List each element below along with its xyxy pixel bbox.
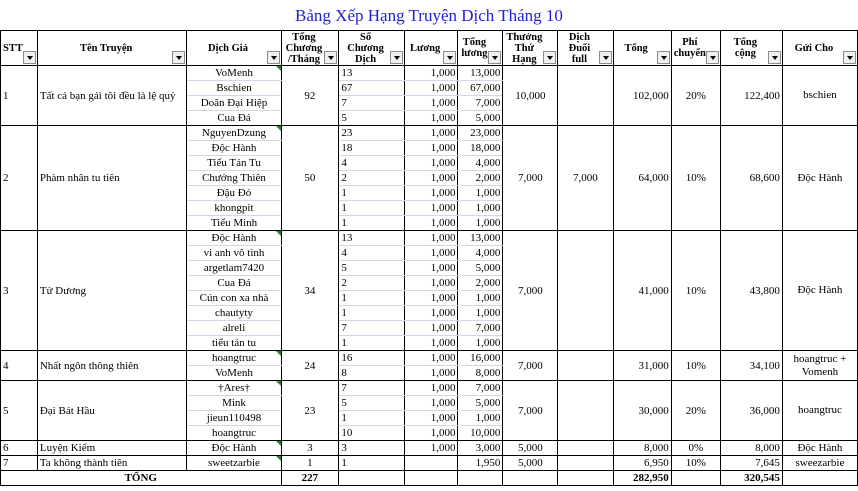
rate-cell[interactable]: 1,000 xyxy=(404,321,458,336)
stt-cell[interactable]: 1 xyxy=(1,66,38,126)
translator-cell[interactable] xyxy=(187,291,281,306)
salary-cell[interactable]: 1,000 xyxy=(458,186,503,201)
send-to-cell[interactable]: Độc Hành xyxy=(782,441,857,456)
filter-dropdown-icon[interactable] xyxy=(706,51,719,64)
comment-marker-icon xyxy=(276,231,281,236)
grand-total-cell[interactable]: 8,000 xyxy=(720,441,782,456)
translator-name: NguyenDzung xyxy=(201,127,267,139)
total-sum[interactable]: 282,950 xyxy=(613,471,671,486)
catchup-cell[interactable] xyxy=(558,231,613,351)
rate-cell[interactable]: 1,000 xyxy=(404,126,458,141)
chapters-cell[interactable]: 7 xyxy=(339,321,404,336)
translator-name: Cún con xa nhà xyxy=(199,292,269,304)
chapters-cell[interactable]: 2 xyxy=(339,276,404,291)
chapters-cell[interactable]: 5 xyxy=(339,261,404,276)
header-label-stt: STT xyxy=(3,42,23,54)
filter-dropdown-icon[interactable] xyxy=(267,51,280,64)
translator-cell[interactable] xyxy=(187,351,281,366)
rate-cell[interactable]: 1,000 xyxy=(404,261,458,276)
translator-cell[interactable] xyxy=(187,111,281,126)
header-tongcong xyxy=(720,31,782,66)
send-to-cell[interactable]: bschien xyxy=(782,66,857,126)
salary-cell[interactable]: 5,000 xyxy=(458,396,503,411)
rate-cell[interactable]: 1,000 xyxy=(404,171,458,186)
chapters-cell[interactable]: 3 xyxy=(339,441,404,456)
total-chapters-cell[interactable]: 3 xyxy=(281,441,339,456)
filter-dropdown-icon[interactable] xyxy=(768,51,781,64)
comment-marker-icon xyxy=(276,456,281,461)
chapters-cell[interactable]: 10 xyxy=(339,426,404,441)
chapters-cell[interactable]: 67 xyxy=(339,81,404,96)
send-to-cell[interactable]: hoangtruc xyxy=(782,381,857,441)
total-label[interactable]: TỔNG xyxy=(1,471,282,486)
translator-name: VoMenh xyxy=(215,67,253,79)
header-label-tongchuong: Tổng Chương /Tháng xyxy=(285,31,323,65)
filter-dropdown-icon[interactable] xyxy=(23,51,36,64)
chapters-cell[interactable]: 2 xyxy=(339,171,404,186)
rate-cell[interactable]: 1,000 xyxy=(404,306,458,321)
fee-cell[interactable]: 10% xyxy=(671,231,720,351)
bonus-cell[interactable]: 7,000 xyxy=(503,231,558,351)
salary-cell[interactable]: 1,000 xyxy=(458,306,503,321)
rate-cell[interactable]: 1,000 xyxy=(404,396,458,411)
rate-cell[interactable]: 1,000 xyxy=(404,231,458,246)
header-label-dichgia: Dịch Giả xyxy=(208,42,248,54)
salary-cell[interactable]: 1,000 xyxy=(458,411,503,426)
header-label-gui: Gửi Cho xyxy=(794,42,834,54)
rate-cell[interactable]: 1,000 xyxy=(404,111,458,126)
header-thuong xyxy=(503,31,558,66)
empty-cell[interactable] xyxy=(503,471,558,486)
rate-cell[interactable]: 1,000 xyxy=(404,216,458,231)
chapters-cell[interactable]: 1 xyxy=(339,216,404,231)
catchup-cell[interactable] xyxy=(558,66,613,126)
rate-cell[interactable]: 1,000 xyxy=(404,441,458,456)
salary-cell[interactable]: 67,000 xyxy=(458,81,503,96)
translator-name: Tiểu Tán Tu xyxy=(207,157,261,169)
rate-cell[interactable]: 1,000 xyxy=(404,81,458,96)
salary-cell[interactable]: 5,000 xyxy=(458,261,503,276)
translator-cell[interactable] xyxy=(187,336,281,351)
translator-name: Độc Hành xyxy=(211,142,257,154)
filter-dropdown-icon[interactable] xyxy=(324,51,337,64)
translator-name: Độc Hành xyxy=(211,442,257,454)
header-label-thuong: Thưởng Thứ Hạng xyxy=(506,31,543,65)
total-chapters-cell[interactable]: 24 xyxy=(281,351,339,381)
translator-name: sweetzarbie xyxy=(208,457,260,469)
total-row xyxy=(1,471,858,486)
fee-cell[interactable]: 0% xyxy=(671,441,720,456)
translator-name: chautyty xyxy=(215,307,253,319)
header-phi xyxy=(671,31,720,66)
rate-cell[interactable]: 1,000 xyxy=(404,336,458,351)
salary-cell[interactable]: 7,000 xyxy=(458,96,503,111)
empty-cell[interactable] xyxy=(782,471,857,486)
salary-cell[interactable]: 1,000 xyxy=(458,336,503,351)
story-name-cell[interactable]: Luyện Kiếm xyxy=(37,441,187,456)
table-row xyxy=(1,441,858,456)
translator-name: tiểu tán tu xyxy=(211,337,256,349)
chapters-cell[interactable]: 4 xyxy=(339,246,404,261)
translator-cell[interactable] xyxy=(187,276,281,291)
translator-cell[interactable] xyxy=(187,201,281,216)
translator-cell[interactable] xyxy=(187,396,281,411)
comment-marker-icon xyxy=(276,381,281,386)
translator-name: jieun110498 xyxy=(206,412,262,424)
chapters-cell[interactable]: 1 xyxy=(339,186,404,201)
rate-cell[interactable]: 1,000 xyxy=(404,156,458,171)
salary-cell[interactable]: 7,000 xyxy=(458,381,503,396)
salary-cell[interactable]: 4,000 xyxy=(458,156,503,171)
fee-cell[interactable]: 10% xyxy=(671,126,720,231)
salary-cell[interactable]: 1,000 xyxy=(458,291,503,306)
table-row xyxy=(1,231,858,246)
salary-cell[interactable]: 1,000 xyxy=(458,216,503,231)
comment-marker-icon xyxy=(276,66,281,71)
total-chapters-cell[interactable]: 1 xyxy=(281,456,339,471)
bonus-cell[interactable]: 5,000 xyxy=(503,456,558,471)
header-label-sochuong: Số Chương Dịch xyxy=(347,31,384,65)
translator-cell[interactable] xyxy=(187,456,281,471)
chapters-cell[interactable]: 4 xyxy=(339,156,404,171)
sum-cell[interactable]: 8,000 xyxy=(613,441,671,456)
chapters-cell[interactable]: 13 xyxy=(339,66,404,81)
header-duoi xyxy=(558,31,613,66)
chapters-cell[interactable]: 1 xyxy=(339,291,404,306)
header-tong xyxy=(613,31,671,66)
translator-name: Bschien xyxy=(216,82,252,94)
comment-marker-icon xyxy=(276,441,281,446)
sum-cell[interactable]: 64,000 xyxy=(613,126,671,231)
chapters-cell[interactable]: 1 xyxy=(339,456,404,471)
translator-cell[interactable] xyxy=(187,321,281,336)
salary-cell[interactable]: 10,000 xyxy=(458,426,503,441)
chapters-cell[interactable]: 1 xyxy=(339,411,404,426)
chapters-cell[interactable]: 8 xyxy=(339,366,404,381)
grand-total-cell[interactable]: 34,100 xyxy=(720,351,782,381)
table-row xyxy=(1,126,858,141)
translator-cell[interactable] xyxy=(187,216,281,231)
rate-cell[interactable] xyxy=(404,456,458,471)
salary-cell[interactable]: 23,000 xyxy=(458,126,503,141)
story-name-cell[interactable]: Ta không thành tiên xyxy=(37,456,187,471)
salary-cell[interactable]: 13,000 xyxy=(458,231,503,246)
translator-name: Mink xyxy=(222,397,246,409)
total-grand[interactable]: 320,545 xyxy=(720,471,782,486)
sum-cell[interactable]: 41,000 xyxy=(613,231,671,351)
translator-name: Cua Đá xyxy=(217,112,251,124)
rate-cell[interactable]: 1,000 xyxy=(404,351,458,366)
filter-dropdown-icon[interactable] xyxy=(543,51,556,64)
table-body xyxy=(1,66,858,486)
fee-cell[interactable]: 20% xyxy=(671,66,720,126)
bonus-cell[interactable]: 7,000 xyxy=(503,351,558,381)
translator-name: Đậu Đỏ xyxy=(216,187,252,199)
salary-cell[interactable]: 3,000 xyxy=(458,441,503,456)
translator-name: vi anh vô tình xyxy=(203,247,265,259)
stt-cell[interactable]: 7 xyxy=(1,456,38,471)
salary-cell[interactable]: 18,000 xyxy=(458,141,503,156)
sum-cell[interactable]: 102,000 xyxy=(613,66,671,126)
grand-total-cell[interactable]: 7,645 xyxy=(720,456,782,471)
translator-cell[interactable] xyxy=(187,381,281,396)
story-name-cell[interactable]: Tử Dương xyxy=(37,231,187,351)
comment-marker-icon xyxy=(276,126,281,131)
filter-dropdown-icon[interactable] xyxy=(488,51,501,64)
rate-cell[interactable]: 1,000 xyxy=(404,246,458,261)
translator-cell[interactable] xyxy=(187,81,281,96)
translator-cell[interactable] xyxy=(187,141,281,156)
rate-cell[interactable]: 1,000 xyxy=(404,426,458,441)
translator-cell[interactable] xyxy=(187,426,281,441)
filter-dropdown-icon[interactable] xyxy=(657,51,670,64)
chapters-cell[interactable]: 1 xyxy=(339,336,404,351)
grand-total-cell[interactable]: 68,600 xyxy=(720,126,782,231)
translator-cell[interactable] xyxy=(187,186,281,201)
send-to-cell[interactable]: hoangtruc + Vomenh xyxy=(782,351,857,381)
translator-cell[interactable] xyxy=(187,126,281,141)
sheet-title: Bảng Xếp Hạng Truyện Dịch Tháng 10 xyxy=(295,6,563,25)
grand-total-cell[interactable]: 36,000 xyxy=(720,381,782,441)
bonus-cell[interactable]: 7,000 xyxy=(503,126,558,231)
header-stt xyxy=(1,31,38,66)
translator-cell[interactable] xyxy=(187,306,281,321)
translator-cell[interactable] xyxy=(187,246,281,261)
filter-dropdown-icon[interactable] xyxy=(172,51,185,64)
sum-cell[interactable]: 6,950 xyxy=(613,456,671,471)
header-label-tongcong: Tổng cộng xyxy=(733,37,758,59)
filter-dropdown-icon[interactable] xyxy=(843,51,856,64)
header-ten xyxy=(37,31,187,66)
bonus-cell[interactable]: 5,000 xyxy=(503,441,558,456)
fee-cell[interactable]: 20% xyxy=(671,381,720,441)
translator-cell[interactable] xyxy=(187,411,281,426)
translator-cell[interactable] xyxy=(187,171,281,186)
story-name-cell[interactable]: Tất cả bạn gái tôi đều là lệ quỷ xyxy=(37,66,187,126)
salary-cell[interactable]: 7,000 xyxy=(458,321,503,336)
header-gui xyxy=(782,31,857,66)
translator-name: khongpit xyxy=(214,202,254,214)
empty-cell[interactable] xyxy=(671,471,720,486)
rate-cell[interactable]: 1,000 xyxy=(404,141,458,156)
rate-cell[interactable]: 1,000 xyxy=(404,96,458,111)
bonus-cell[interactable]: 7,000 xyxy=(503,381,558,441)
comment-marker-icon xyxy=(276,351,281,356)
chapters-cell[interactable]: 5 xyxy=(339,111,404,126)
header-tongchuong xyxy=(281,31,339,66)
header-luong xyxy=(404,31,458,66)
sum-cell[interactable]: 30,000 xyxy=(613,381,671,441)
empty-cell[interactable] xyxy=(404,471,458,486)
header-label-luong: Lương xyxy=(410,42,441,54)
total-chapters-cell[interactable]: 23 xyxy=(281,381,339,441)
translator-cell[interactable] xyxy=(187,261,281,276)
story-name-cell[interactable]: Nhất ngôn thông thiên xyxy=(37,351,187,381)
send-to-cell[interactable]: Độc Hành xyxy=(782,126,857,231)
stt-cell[interactable]: 3 xyxy=(1,231,38,351)
rate-cell[interactable]: 1,000 xyxy=(404,381,458,396)
translator-name: alreli xyxy=(222,322,246,334)
rate-cell[interactable]: 1,000 xyxy=(404,411,458,426)
salary-cell[interactable]: 5,000 xyxy=(458,111,503,126)
fee-cell[interactable]: 10% xyxy=(671,351,720,381)
total-chapters-cell[interactable]: 34 xyxy=(281,231,339,351)
translator-cell[interactable] xyxy=(187,366,281,381)
translator-name: Tiểu Minh xyxy=(210,217,258,229)
total-chapters[interactable]: 227 xyxy=(281,471,339,486)
rate-cell[interactable]: 1,000 xyxy=(404,66,458,81)
translator-name: Doãn Đại Hiệp xyxy=(200,97,268,109)
translator-name: Cua Đá xyxy=(217,277,251,289)
header-dichgia xyxy=(187,31,281,66)
story-name-cell[interactable]: Đại Bát Hầu xyxy=(37,381,187,441)
catchup-cell[interactable]: 7,000 xyxy=(558,126,613,231)
table-row xyxy=(1,351,858,366)
translator-name: hoangtruc xyxy=(212,352,256,364)
translator-name: Độc Hành xyxy=(211,232,257,244)
chapters-cell[interactable]: 13 xyxy=(339,231,404,246)
header-sochuong xyxy=(339,31,404,66)
rate-cell[interactable]: 1,000 xyxy=(404,201,458,216)
salary-cell[interactable]: 2,000 xyxy=(458,276,503,291)
catchup-cell[interactable] xyxy=(558,456,613,471)
total-chapters-cell[interactable]: 92 xyxy=(281,66,339,126)
salary-cell[interactable]: 13,000 xyxy=(458,66,503,81)
grand-total-cell[interactable]: 122,400 xyxy=(720,66,782,126)
salary-cell[interactable]: 8,000 xyxy=(458,366,503,381)
send-to-cell[interactable]: Độc Hành xyxy=(782,231,857,351)
chapters-cell[interactable]: 5 xyxy=(339,396,404,411)
rate-cell[interactable]: 1,000 xyxy=(404,366,458,381)
table-row xyxy=(1,66,858,81)
empty-cell[interactable] xyxy=(458,471,503,486)
stt-cell[interactable]: 6 xyxy=(1,441,38,456)
translator-name: hoangtruc xyxy=(212,427,256,439)
translator-cell[interactable] xyxy=(187,231,281,246)
rate-cell[interactable]: 1,000 xyxy=(404,276,458,291)
header-label-tongluong: Tổng lương xyxy=(461,37,488,59)
salary-cell[interactable]: 1,000 xyxy=(458,201,503,216)
header-label-tong: Tổng xyxy=(624,42,648,54)
header-label-phi: Phí chuyển xyxy=(673,37,706,59)
fee-cell[interactable]: 10% xyxy=(671,456,720,471)
chapters-cell[interactable]: 18 xyxy=(339,141,404,156)
header-tongluong xyxy=(458,31,503,66)
filter-dropdown-icon[interactable] xyxy=(599,51,612,64)
rate-cell[interactable]: 1,000 xyxy=(404,291,458,306)
header-label-duoi: Dịch Đuổi full xyxy=(568,31,591,65)
salary-cell[interactable]: 4,000 xyxy=(458,246,503,261)
stt-cell[interactable]: 4 xyxy=(1,351,38,381)
salary-cell[interactable]: 16,000 xyxy=(458,351,503,366)
ranking-table xyxy=(0,30,858,486)
header-label-ten: Tên Truyện xyxy=(79,42,133,54)
translator-name: argetlam7420 xyxy=(203,262,265,274)
bonus-cell[interactable]: 10,000 xyxy=(503,66,558,126)
send-to-cell[interactable]: sweezarbie xyxy=(782,456,857,471)
chapters-cell[interactable]: 1 xyxy=(339,201,404,216)
table-row xyxy=(1,456,858,471)
chapters-cell[interactable]: 7 xyxy=(339,96,404,111)
stt-cell[interactable]: 2 xyxy=(1,126,38,231)
filter-dropdown-icon[interactable] xyxy=(390,51,403,64)
stt-cell[interactable]: 5 xyxy=(1,381,38,441)
rate-cell[interactable]: 1,000 xyxy=(404,186,458,201)
grand-total-cell[interactable]: 43,800 xyxy=(720,231,782,351)
translator-cell[interactable] xyxy=(187,156,281,171)
translator-name: †Ares† xyxy=(218,382,250,394)
translator-cell[interactable] xyxy=(187,96,281,111)
empty-cell[interactable] xyxy=(339,471,404,486)
chapters-cell[interactable]: 1 xyxy=(339,306,404,321)
translator-name: VoMenh xyxy=(215,367,253,379)
table-row xyxy=(1,381,858,396)
translator-cell[interactable] xyxy=(187,441,281,456)
total-chapters-cell[interactable]: 50 xyxy=(281,126,339,231)
salary-cell[interactable]: 2,000 xyxy=(458,171,503,186)
chapters-cell[interactable]: 7 xyxy=(339,381,404,396)
catchup-cell[interactable] xyxy=(558,351,613,381)
header-row xyxy=(1,31,858,66)
translator-cell[interactable] xyxy=(187,66,281,81)
chapters-cell[interactable]: 23 xyxy=(339,126,404,141)
chapters-cell[interactable]: 16 xyxy=(339,351,404,366)
catchup-cell[interactable] xyxy=(558,381,613,441)
sum-cell[interactable]: 31,000 xyxy=(613,351,671,381)
salary-cell[interactable]: 1,950 xyxy=(458,456,503,471)
spreadsheet[interactable] xyxy=(0,30,858,486)
translator-name: Chưởng Thiên xyxy=(202,172,266,184)
story-name-cell[interactable]: Phàm nhân tu tiên xyxy=(37,126,187,231)
catchup-cell[interactable] xyxy=(558,441,613,456)
filter-dropdown-icon[interactable] xyxy=(443,51,456,64)
empty-cell[interactable] xyxy=(558,471,613,486)
